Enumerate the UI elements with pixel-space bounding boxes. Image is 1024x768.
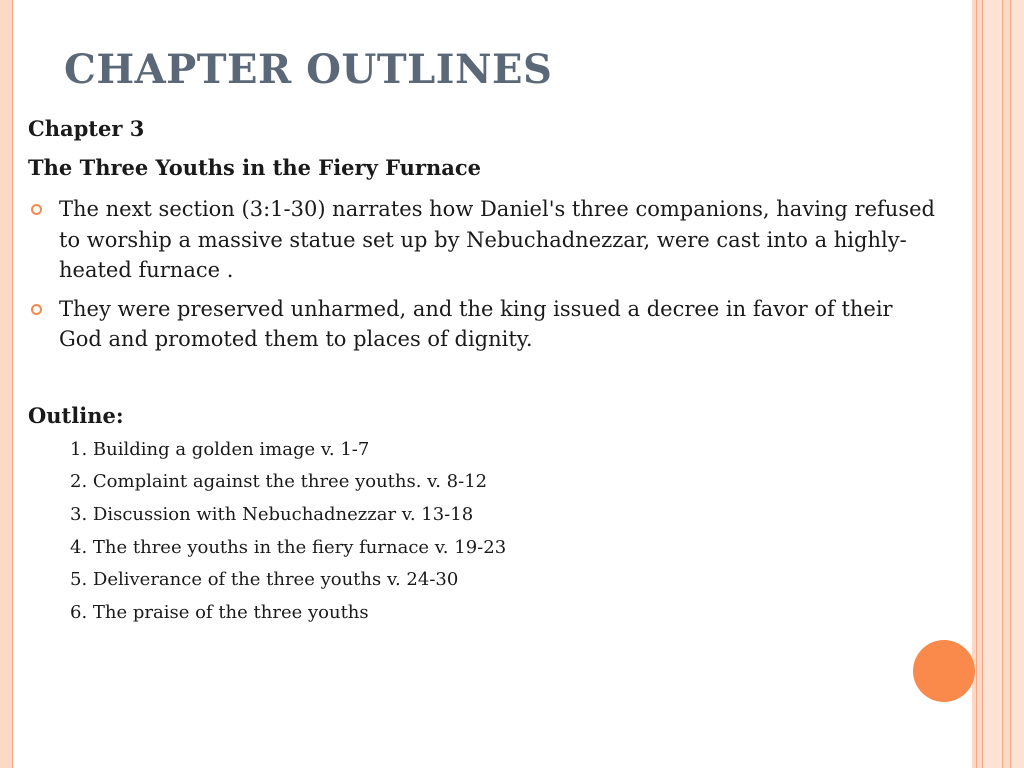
right-border-decoration	[972, 0, 1024, 768]
bullet-item	[28, 194, 938, 286]
outline-item: 6. The praise of the three youths	[70, 601, 369, 623]
left-border-decoration	[0, 0, 13, 768]
outline-heading: Outline:	[28, 402, 124, 428]
orange-circle-decoration-icon	[913, 640, 975, 702]
bullet-text: They were preserved unharmed, and the king issued a decree in favor of their God and promoted them to places of dignity.	[59, 296, 893, 352]
outline-item: 5. Deliverance of the three youths v. 24-30	[70, 569, 459, 591]
slide-title: CHAPTER OUTLINES	[64, 46, 553, 93]
outline-item: 2. Complaint against the three youths. v. 8-12	[70, 471, 488, 493]
bullet-item	[28, 294, 938, 355]
outline-item: 3. Discussion with Nebuchadnezzar v. 13-18	[70, 504, 474, 526]
outline-item: 4. The three youths in the fiery furnace v. 19-23	[70, 536, 507, 558]
chapter-subtitle: The Three Youths in the Fiery Furnace	[28, 155, 482, 181]
outline-item: 1. Building a golden image v. 1-7	[70, 438, 370, 460]
bullet-circle-icon	[31, 304, 42, 315]
bullet-list	[28, 194, 938, 355]
bullet-text: The next section (3:1-30) narrates how Daniel's three companions, having refused to worship a massive statue set up by Nebuchadnezzar, were cast into a highly-heated furnace .	[59, 197, 935, 283]
chapter-heading: Chapter 3	[28, 116, 145, 141]
bullet-circle-icon	[31, 204, 42, 215]
outline-list	[28, 440, 938, 623]
slide-body	[28, 116, 938, 635]
